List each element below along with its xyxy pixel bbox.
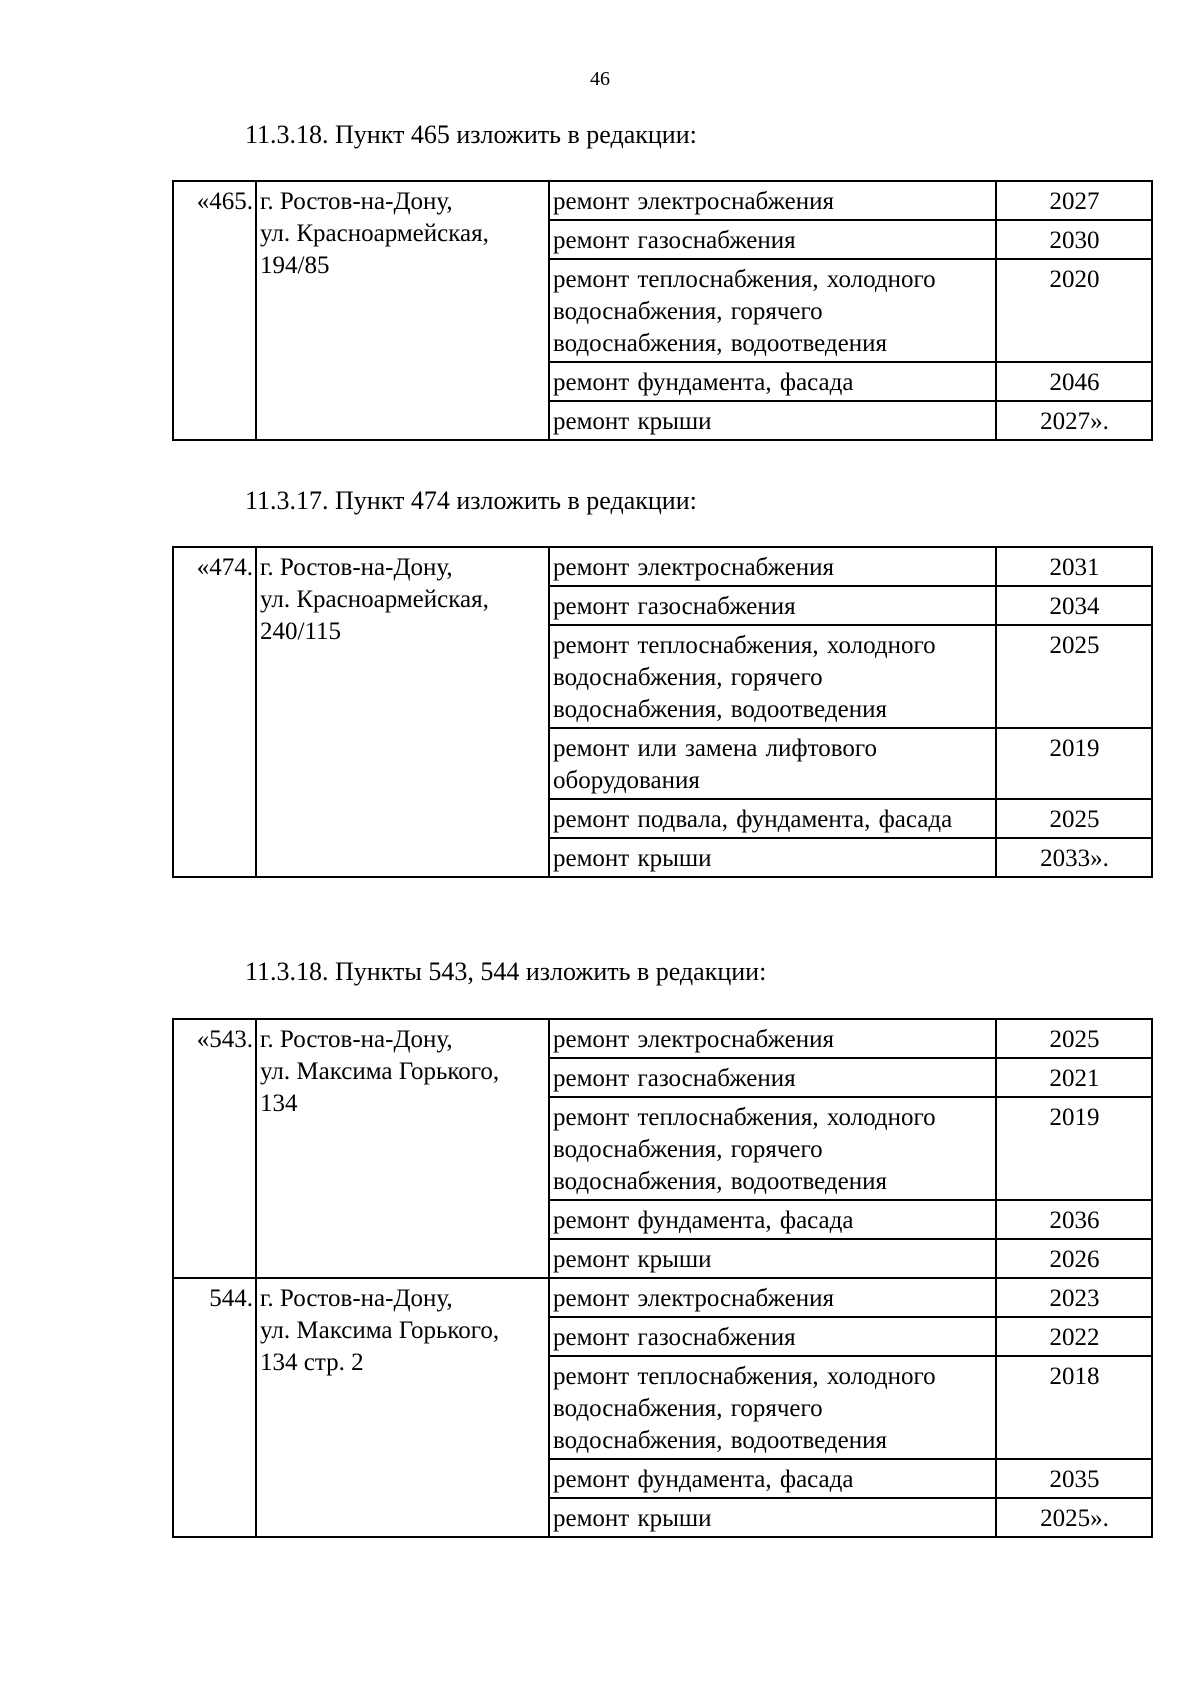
work-year: 2046 — [996, 362, 1152, 401]
work-type: ремонт газоснабжения — [549, 1317, 996, 1356]
work-type: ремонт теплоснабжения, холодного водоснабжения, горячего водоснабжения, водоотведения — [549, 1356, 996, 1459]
work-year: 2031 — [996, 547, 1152, 586]
work-year: 2027». — [996, 401, 1152, 440]
section-heading-1: 11.3.18. Пункт 465 изложить в редакции: — [245, 120, 697, 149]
table-row — [173, 181, 1152, 220]
item-address: г. Ростов-на-Дону, ул. Максима Горького, 134 — [256, 1019, 549, 1278]
work-year: 2034 — [996, 586, 1152, 625]
work-type: ремонт подвала, фундамента, фасада — [549, 799, 996, 838]
items-table-3 — [172, 1018, 1153, 1538]
work-year: 2022 — [996, 1317, 1152, 1356]
work-type: ремонт электроснабжения — [549, 547, 996, 586]
work-year: 2019 — [996, 728, 1152, 799]
work-type: ремонт газоснабжения — [549, 1058, 996, 1097]
table-row — [173, 1278, 1152, 1317]
work-year: 2025 — [996, 799, 1152, 838]
work-year: 2025». — [996, 1498, 1152, 1537]
section-heading-2: 11.3.17. Пункт 474 изложить в редакции: — [245, 486, 697, 515]
work-type: ремонт крыши — [549, 1498, 996, 1537]
work-type: ремонт электроснабжения — [549, 1278, 996, 1317]
work-type: ремонт теплоснабжения, холодного водоснабжения, горячего водоснабжения, водоотведения — [549, 1097, 996, 1200]
work-type: ремонт теплоснабжения, холодного водоснабжения, горячего водоснабжения, водоотведения — [549, 625, 996, 728]
work-type: ремонт газоснабжения — [549, 586, 996, 625]
work-type: ремонт теплоснабжения, холодного водоснабжения, горячего водоснабжения, водоотведения — [549, 259, 996, 362]
work-type: ремонт газоснабжения — [549, 220, 996, 259]
items-table-2 — [172, 546, 1153, 878]
work-year: 2033». — [996, 838, 1152, 877]
work-type: ремонт фундамента, фасада — [549, 1200, 996, 1239]
table-row — [173, 1019, 1152, 1058]
work-year: 2027 — [996, 181, 1152, 220]
item-address: г. Ростов-на-Дону, ул. Красноармейская, 194/85 — [256, 181, 549, 440]
item-number: «465. — [173, 181, 256, 440]
item-number: «543. — [173, 1019, 256, 1278]
work-year: 2026 — [996, 1239, 1152, 1278]
work-type: ремонт электроснабжения — [549, 181, 996, 220]
work-type: ремонт крыши — [549, 1239, 996, 1278]
work-type: ремонт или замена лифтового оборудования — [549, 728, 996, 799]
work-year: 2025 — [996, 625, 1152, 728]
work-year: 2018 — [996, 1356, 1152, 1459]
work-year: 2023 — [996, 1278, 1152, 1317]
work-year: 2019 — [996, 1097, 1152, 1200]
item-number: 544. — [173, 1278, 256, 1537]
work-type: ремонт крыши — [549, 838, 996, 877]
work-type: ремонт электроснабжения — [549, 1019, 996, 1058]
items-table-1 — [172, 180, 1153, 441]
item-address: г. Ростов-на-Дону, ул. Красноармейская, 240/115 — [256, 547, 549, 877]
table-row — [173, 547, 1152, 586]
page-number: 46 — [590, 68, 610, 90]
work-year: 2035 — [996, 1459, 1152, 1498]
work-type: ремонт крыши — [549, 401, 996, 440]
work-year: 2021 — [996, 1058, 1152, 1097]
item-address: г. Ростов-на-Дону, ул. Максима Горького, 134 стр. 2 — [256, 1278, 549, 1537]
work-type: ремонт фундамента, фасада — [549, 362, 996, 401]
work-year: 2030 — [996, 220, 1152, 259]
section-heading-3: 11.3.18. Пункты 543, 544 изложить в редакции: — [245, 957, 767, 986]
work-year: 2036 — [996, 1200, 1152, 1239]
work-year: 2025 — [996, 1019, 1152, 1058]
work-year: 2020 — [996, 259, 1152, 362]
item-number: «474. — [173, 547, 256, 877]
work-type: ремонт фундамента, фасада — [549, 1459, 996, 1498]
